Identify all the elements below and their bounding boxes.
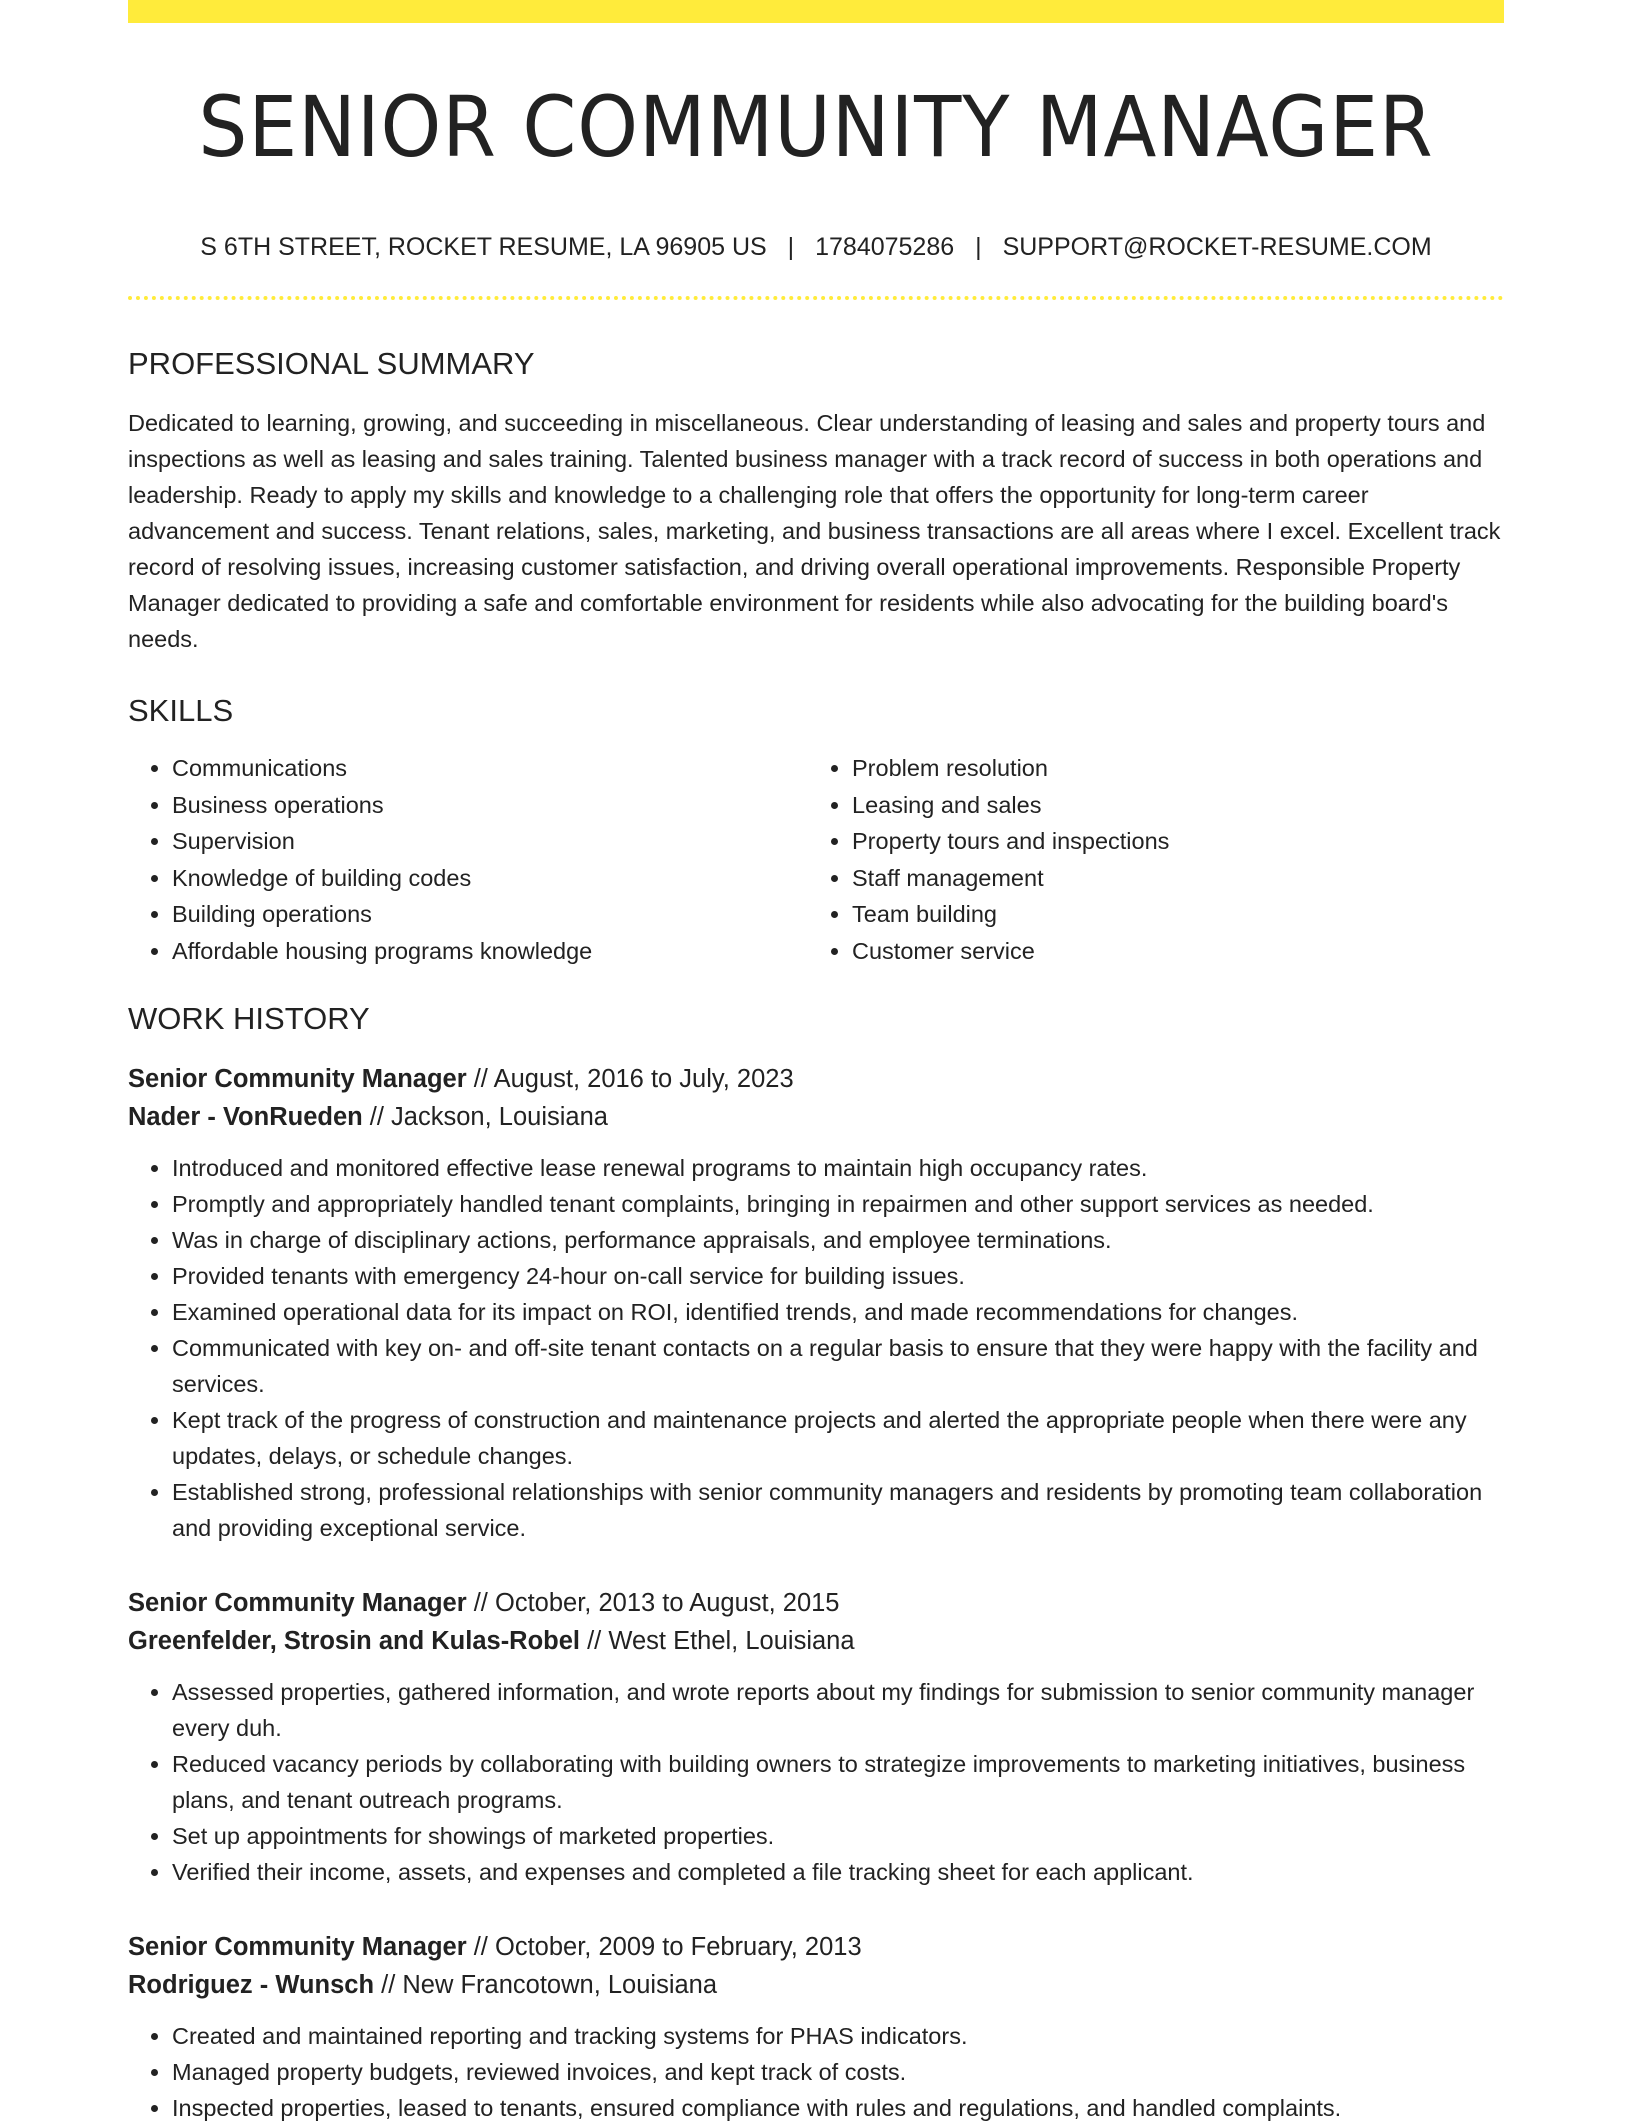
- job-bullet: • Introduced and monitored effective lease renewal programs to maintain high occupancy rates.: [172, 1150, 1504, 1186]
- job-dates: // August, 2016 to July, 2023: [466, 1065, 794, 1093]
- skill-item: • Customer service: [852, 933, 1488, 970]
- address: S 6TH STREET, ROCKET RESUME, LA 96905 US: [200, 233, 767, 261]
- job-company: Nader - VonRueden: [128, 1103, 363, 1131]
- candidate-title: SENIOR COMMUNITY MANAGER: [198, 78, 1434, 176]
- job-bullet: • Provided tenants with emergency 24-hour on-call service for building issues.: [172, 1258, 1504, 1294]
- job-bullet: • Promptly and appropriately handled tenant complaints, bringing in repairmen and other support services as needed.: [172, 1186, 1504, 1222]
- email[interactable]: SUPPORT@ROCKET-RESUME.COM: [1002, 233, 1432, 261]
- job-title-line: [128, 1928, 1504, 1966]
- skill-item: • Business operations: [172, 787, 808, 824]
- skill-item: • Team building: [852, 896, 1488, 933]
- job-company: Greenfelder, Strosin and Kulas-Robel: [128, 1627, 581, 1655]
- job-company-line: [128, 1098, 1504, 1136]
- skill-item: • Supervision: [172, 823, 808, 860]
- job-company-line: [128, 1622, 1504, 1660]
- skill-item: • Property tours and inspections: [852, 823, 1488, 860]
- skills-columns: [128, 750, 1504, 969]
- skills-left-list: [128, 750, 808, 969]
- skill-item: • Affordable housing programs knowledge: [172, 933, 808, 970]
- job-title-line: [128, 1584, 1504, 1622]
- job-title: Senior Community Manager: [128, 1933, 467, 1961]
- job-title: Senior Community Manager: [128, 1065, 467, 1093]
- top-accent-bar: [128, 0, 1504, 23]
- contact-line: [128, 235, 1504, 260]
- job-company: Rodriguez - Wunsch: [128, 1971, 375, 1999]
- skills-heading: SKILLS: [128, 693, 234, 728]
- job-location: // New Francotown, Louisiana: [374, 1971, 718, 1999]
- skill-item: • Leasing and sales: [852, 787, 1488, 824]
- header-divider: [128, 296, 1504, 300]
- summary-heading: PROFESSIONAL SUMMARY: [128, 346, 535, 381]
- job-bullets: [128, 1150, 1504, 1546]
- job-bullet: • Examined operational data for its impact on ROI, identified trends, and made recommendations for changes.: [172, 1294, 1504, 1330]
- summary-text: Dedicated to learning, growing, and succeeding in miscellaneous. Clear understanding of leasing and sales and property tours and inspections as well as leasing and sales training. Talented business manager with a track record of success in both operations and leadership. Ready to apply my skills and knowledge to a challenging role that offers the opportunity for long-term career advancement and success. Tenant relations, sales, marketing, and business transactions are all areas where I excel. Excellent track record of resolving issues, increasing customer satisfaction, and driving overall operational improvements. Responsible Property Manager dedicated to providing a safe and comfortable environment for residents while also advocating for the building board's needs.: [128, 410, 1501, 652]
- skill-item: • Building operations: [172, 896, 808, 933]
- job-location: // Jackson, Louisiana: [362, 1103, 608, 1131]
- job-dates: // October, 2013 to August, 2015: [466, 1589, 840, 1617]
- job-company-line: [128, 1966, 1504, 2004]
- job-bullet: • Was in charge of disciplinary actions, performance appraisals, and employee terminations.: [172, 1222, 1504, 1258]
- job-bullet: • Assessed properties, gathered information, and wrote reports about my findings for submission to senior community manager every duh.: [172, 1674, 1504, 1746]
- job-bullet: • Created and maintained reporting and tracking systems for PHAS indicators.: [172, 2018, 1504, 2054]
- job-bullet: • Set up appointments for showings of marketed properties.: [172, 1818, 1504, 1854]
- job-bullets: [128, 2018, 1504, 2126]
- job-title: Senior Community Manager: [128, 1589, 467, 1617]
- job-entry: [128, 1584, 1504, 1890]
- job-bullet: • Kept track of the progress of construction and maintenance projects and alerted the appropriate people when there were any updates, delays, or schedule changes.: [172, 1402, 1504, 1474]
- contact-separator: |: [787, 233, 795, 261]
- job-dates: // October, 2009 to February, 2013: [466, 1933, 862, 1961]
- job-location: // West Ethel, Louisiana: [580, 1627, 855, 1655]
- skill-item: • Problem resolution: [852, 750, 1488, 787]
- contact-separator: |: [975, 233, 982, 261]
- job-title-line: [128, 1060, 1504, 1098]
- resume-page: [128, 0, 1504, 2126]
- skills-right-list: [808, 750, 1488, 969]
- job-bullet: • Reduced vacancy periods by collaborating with building owners to strategize improvements to marketing initiatives, business plans, and tenant outreach programs.: [172, 1746, 1504, 1818]
- job-entry: [128, 1928, 1504, 2126]
- phone: 1784075286: [815, 233, 955, 261]
- job-bullet: • Verified their income, assets, and expenses and completed a file tracking sheet for each applicant.: [172, 1854, 1504, 1890]
- job-entry: [128, 1060, 1504, 1546]
- job-bullet: • Managed property budgets, reviewed invoices, and kept track of costs.: [172, 2054, 1504, 2090]
- work-history-heading: WORK HISTORY: [128, 1001, 370, 1036]
- job-bullet: • Established strong, professional relationships with senior community managers and residents by promoting team collaboration and providing exceptional service.: [172, 1474, 1504, 1546]
- job-bullets: [128, 1674, 1504, 1890]
- job-bullet: • Inspected properties, leased to tenants, ensured compliance with rules and regulations, and handled complaints.: [172, 2090, 1504, 2126]
- skill-item: • Communications: [172, 750, 808, 787]
- job-bullet: • Communicated with key on- and off-site tenant contacts on a regular basis to ensure that they were happy with the facility and services.: [172, 1330, 1504, 1402]
- skill-item: • Knowledge of building codes: [172, 860, 808, 897]
- skill-item: • Staff management: [852, 860, 1488, 897]
